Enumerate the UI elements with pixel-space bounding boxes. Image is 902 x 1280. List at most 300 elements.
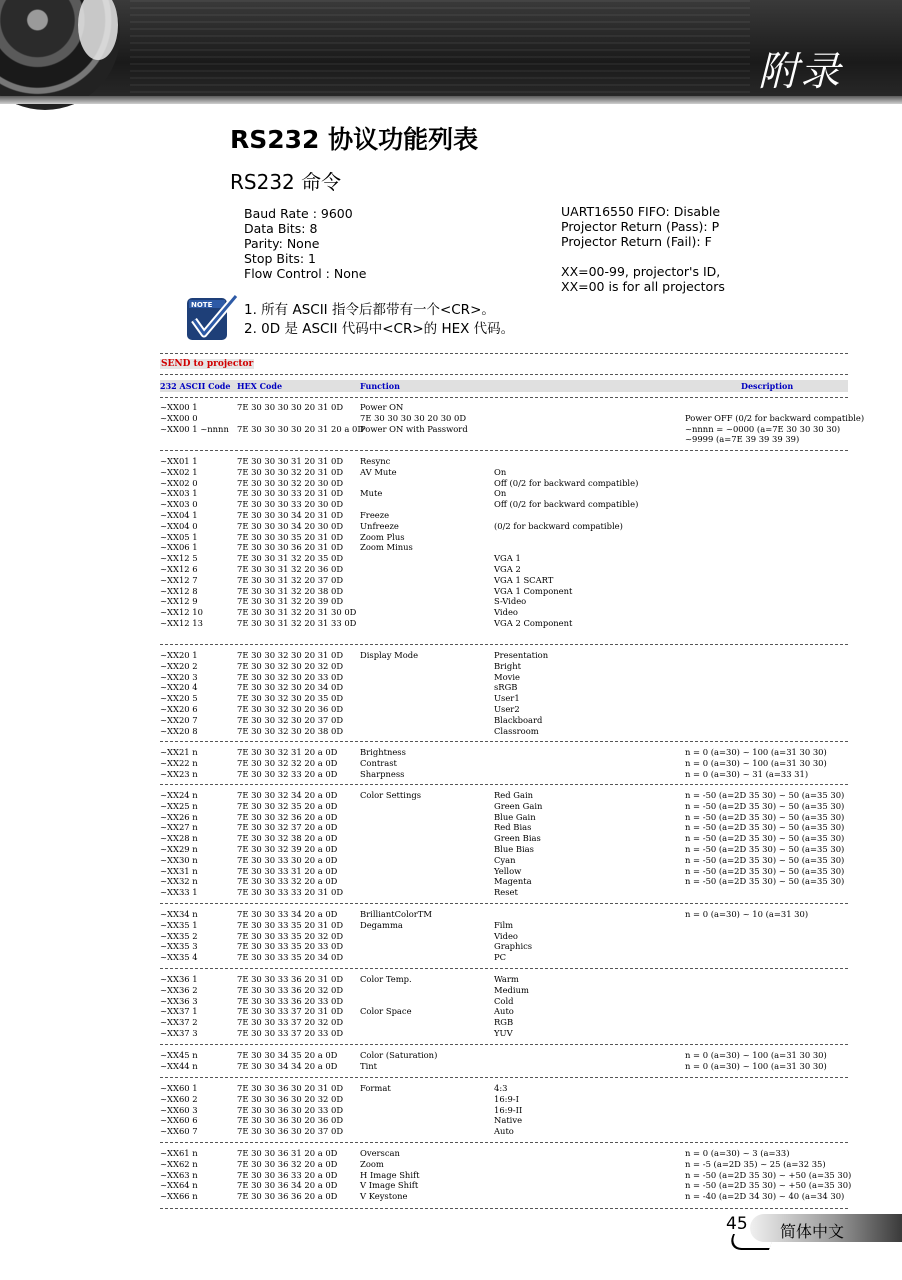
- cell-description: n = -50 (a=2D 35 30) ~ 50 (a=35 30): [685, 865, 845, 876]
- cell-hex-code: 7E 30 30 30 32 20 30 0D: [237, 477, 344, 488]
- column-header-description: Description: [741, 381, 794, 391]
- cell-hex-code: 7E 30 30 30 32 20 31 0D: [237, 466, 344, 477]
- section-title: 附录: [758, 49, 842, 95]
- cell-ascii-code: ~XX12 10: [160, 607, 203, 618]
- cell-description: n = -50 (a=2D 35 30) ~ 50 (a=35 30): [685, 844, 845, 854]
- table-row: [0, 586, 902, 597]
- cell-hex-code: 7E 30 30 32 30 20 31 0D: [237, 650, 344, 660]
- cell-ascii-code: ~XX44 n: [160, 1060, 198, 1071]
- cell-function: H Image Shift: [360, 1169, 420, 1180]
- cell-ascii-code: ~XX02 0: [160, 477, 198, 488]
- table-row: [0, 866, 902, 877]
- setting-line: XX=00 is for all projectors: [561, 279, 725, 294]
- table-row: [0, 822, 902, 833]
- cell-hex-code: 7E 30 30 36 30 20 36 0D: [237, 1115, 344, 1126]
- dashed-divider: [160, 968, 848, 969]
- table-row: [0, 413, 902, 424]
- cell-description: n = -50 (a=2D 35 30) ~ 50 (a=35 30): [685, 790, 845, 800]
- table-row: [0, 575, 902, 586]
- cell-hex-code: 7E 30 30 31 32 20 31 30 0D: [237, 607, 357, 618]
- note-icon-label: NOTE: [191, 301, 213, 309]
- cell-ascii-code: ~XX05 1: [160, 531, 198, 542]
- page-subtitle: RS232 命令: [230, 170, 342, 194]
- page-footer: [690, 1210, 902, 1246]
- cell-description: n = 0 (a=30) ~ 100 (a=31 30 30): [685, 1060, 827, 1071]
- cell-ascii-code: ~XX36 3: [160, 995, 198, 1006]
- table-row: [0, 1061, 902, 1072]
- cell-function: Unfreeze: [360, 520, 399, 531]
- cell-ascii-code: ~XX12 8: [160, 585, 198, 596]
- cell-hex-code: 7E 30 30 33 37 20 33 0D: [237, 1028, 344, 1038]
- table-row: [0, 1028, 902, 1039]
- cell-ascii-code: ~XX63 n: [160, 1169, 198, 1180]
- cell-function: Display Mode: [360, 650, 419, 660]
- table-row: [0, 1148, 902, 1159]
- cell-parameter: Classroom: [494, 725, 539, 736]
- cell-ascii-code: ~XX62 n: [160, 1158, 198, 1169]
- cell-ascii-code: ~XX00 0: [160, 412, 198, 423]
- cell-hex-code: 7E 30 30 33 37 20 31 0D: [237, 1006, 344, 1017]
- cell-parameter: Off (0/2 for backward compatible): [494, 499, 639, 510]
- cell-description: n = 0 (a=30) ~ 3 (a=33): [685, 1148, 790, 1158]
- table-row: [0, 931, 902, 942]
- cell-ascii-code: ~XX60 3: [160, 1104, 198, 1115]
- table-row: [0, 812, 902, 823]
- table-row: [0, 1126, 902, 1137]
- cell-ascii-code: ~XX60 2: [160, 1093, 198, 1104]
- cell-ascii-code: ~XX06 1: [160, 542, 198, 553]
- table-row: [0, 1115, 902, 1126]
- cell-function: Freeze: [360, 510, 390, 520]
- table-row: [0, 1191, 902, 1202]
- cell-ascii-code: ~XX20 7: [160, 714, 198, 725]
- footer-language: 简体中文: [780, 1222, 845, 1241]
- table-row: [0, 909, 902, 920]
- table-row: [0, 553, 902, 564]
- cell-ascii-code: ~XX35 3: [160, 941, 198, 952]
- cell-ascii-code: ~XX35 4: [160, 952, 198, 963]
- cell-description: ~9999 (a=7E 39 39 39 39): [685, 434, 800, 445]
- dashed-divider: [160, 784, 848, 785]
- serial-settings-right: [561, 204, 725, 294]
- setting-line: Parity: None: [244, 236, 320, 251]
- cell-hex-code: 7E 30 30 30 34 20 31 0D: [237, 510, 344, 520]
- table-row: [0, 682, 902, 693]
- cell-parameter: S-Video: [494, 596, 527, 607]
- cell-hex-code: 7E 30 30 32 37 20 a 0D: [237, 822, 338, 833]
- table-row: [0, 467, 902, 478]
- cell-hex-code: 7E 30 30 33 36 20 31 0D: [237, 974, 344, 984]
- cell-function: Degamma: [360, 919, 403, 930]
- cell-parameter: Blue Gain: [494, 811, 536, 822]
- cell-ascii-code: ~XX34 n: [160, 909, 198, 919]
- dashed-divider: [160, 397, 848, 398]
- note-line: 1. 所有 ASCII 指令后都带有一个<CR>。: [244, 302, 495, 318]
- table-row: [0, 672, 902, 683]
- table-row: [0, 650, 902, 661]
- cell-function: V Image Shift: [360, 1180, 419, 1191]
- cell-hex-code: 7E 30 30 30 30 20 31 20 a 0D: [237, 423, 365, 434]
- cell-hex-code: 7E 30 30 32 30 20 38 0D: [237, 725, 344, 736]
- cell-parameter: Cold: [494, 995, 514, 1006]
- dashed-divider: [160, 644, 848, 645]
- table-row: [0, 618, 902, 629]
- cell-description: n = -50 (a=2D 35 30) ~ 50 (a=35 30): [685, 833, 845, 844]
- dashed-divider: [160, 741, 848, 742]
- cell-ascii-code: ~XX35 2: [160, 930, 198, 941]
- cell-hex-code: 7E 30 30 34 34 20 a 0D: [237, 1060, 338, 1071]
- cell-parameter: On: [494, 488, 507, 499]
- cell-hex-code: 7E 30 30 32 36 20 a 0D: [237, 811, 338, 822]
- cell-function: 7E 30 30 30 30 20 30 0D: [360, 412, 467, 423]
- cell-function: Zoom: [360, 1158, 384, 1169]
- cell-ascii-code: ~XX20 6: [160, 704, 198, 714]
- note-text: [244, 301, 514, 339]
- table-row: [0, 510, 902, 521]
- table-row: [0, 1094, 902, 1105]
- cell-hex-code: 7E 30 30 33 36 20 33 0D: [237, 995, 344, 1006]
- cell-ascii-code: ~XX12 9: [160, 596, 198, 607]
- cell-parameter: Green Gain: [494, 800, 543, 811]
- table-row: [0, 434, 902, 445]
- cell-hex-code: 7E 30 30 32 30 20 32 0D: [237, 660, 344, 671]
- column-header-hex: HEX Code: [237, 381, 283, 391]
- dashed-divider: [160, 1142, 848, 1143]
- cell-parameter: On: [494, 466, 507, 477]
- cell-parameter: 4:3: [494, 1083, 508, 1093]
- cell-ascii-code: ~XX61 n: [160, 1148, 198, 1158]
- cell-parameter: Auto: [494, 1006, 514, 1017]
- cell-ascii-code: ~XX20 4: [160, 682, 198, 693]
- cell-hex-code: 7E 30 30 33 36 20 32 0D: [237, 984, 344, 995]
- cell-parameter: VGA 2 Component: [494, 618, 573, 628]
- cell-hex-code: 7E 30 30 36 30 20 33 0D: [237, 1104, 344, 1115]
- dashed-divider: [160, 1044, 848, 1045]
- cell-ascii-code: ~XX33 1: [160, 887, 198, 898]
- cell-parameter: Video: [494, 607, 518, 618]
- cell-ascii-code: ~XX45 n: [160, 1050, 198, 1060]
- cell-function: Overscan: [360, 1148, 400, 1158]
- cell-function: Mute: [360, 488, 383, 499]
- cell-hex-code: 7E 30 30 32 30 20 35 0D: [237, 693, 344, 704]
- cell-function: Color Temp.: [360, 974, 412, 984]
- cell-ascii-code: ~XX20 2: [160, 660, 198, 671]
- setting-line: Projector Return (Pass): P: [561, 219, 720, 234]
- cell-hex-code: 7E 30 30 33 35 20 33 0D: [237, 941, 344, 952]
- cell-hex-code: 7E 30 30 32 30 20 37 0D: [237, 714, 344, 725]
- cell-description: ~nnnn = ~0000 (a=7E 30 30 30 30): [685, 423, 841, 434]
- cell-function: Zoom Plus: [360, 531, 405, 542]
- cell-description: n = -5 (a=2D 35) ~ 25 (a=32 35): [685, 1158, 826, 1169]
- cell-parameter: User2: [494, 704, 520, 714]
- cell-function: BrilliantColorTM: [360, 909, 432, 919]
- cell-parameter: Red Bias: [494, 822, 532, 833]
- cell-parameter: Native: [494, 1115, 523, 1126]
- setting-line: UART16550 FIFO: Disable: [561, 204, 721, 219]
- cell-hex-code: 7E 30 30 33 34 20 a 0D: [237, 909, 338, 919]
- cell-function: V Keystone: [360, 1191, 408, 1202]
- cell-parameter: sRGB: [494, 682, 518, 693]
- cell-description: n = 0 (a=30) ~ 100 (a=31 30 30): [685, 1050, 827, 1060]
- table-row: [0, 855, 902, 866]
- cell-ascii-code: ~XX03 0: [160, 499, 198, 510]
- cell-hex-code: 7E 30 30 36 30 20 31 0D: [237, 1083, 344, 1093]
- cell-ascii-code: ~XX60 1: [160, 1083, 198, 1093]
- cell-ascii-code: ~XX35 1: [160, 919, 198, 930]
- cell-description: n = -50 (a=2D 35 30) ~ +50 (a=35 30): [685, 1169, 852, 1180]
- dashed-divider: [160, 1077, 848, 1078]
- cell-parameter: VGA 1: [494, 553, 521, 564]
- cell-hex-code: 7E 30 30 31 32 20 35 0D: [237, 553, 344, 564]
- cell-ascii-code: ~XX37 1: [160, 1006, 198, 1017]
- note-line: 2. 0D 是 ASCII 代码中<CR>的 HEX 代码。: [244, 321, 515, 337]
- table-row: [0, 974, 902, 985]
- setting-line: [561, 249, 725, 264]
- table-row: [0, 715, 902, 726]
- table-row: [0, 844, 902, 855]
- cell-hex-code: 7E 30 30 32 35 20 a 0D: [237, 800, 338, 811]
- cell-ascii-code: ~XX31 n: [160, 865, 198, 876]
- cell-hex-code: 7E 30 30 30 35 20 31 0D: [237, 531, 344, 542]
- cell-ascii-code: ~XX21 n: [160, 747, 198, 757]
- table-row: [0, 1105, 902, 1116]
- cell-function: Color Space: [360, 1006, 412, 1017]
- cell-ascii-code: ~XX64 n: [160, 1180, 198, 1191]
- cell-ascii-code: ~XX60 6: [160, 1115, 198, 1126]
- column-header-code: 232 ASCII Code: [160, 381, 231, 391]
- table-row: [0, 758, 902, 769]
- cell-ascii-code: ~XX12 6: [160, 564, 198, 574]
- cell-function: Color (Saturation): [360, 1050, 438, 1060]
- cell-description: n = 0 (a=30) ~ 10 (a=31 30): [685, 909, 809, 919]
- setting-line: XX=00-99, projector's ID,: [561, 264, 721, 279]
- cell-hex-code: 7E 30 30 30 30 20 31 0D: [237, 402, 344, 412]
- cell-parameter: VGA 1 SCART: [494, 574, 554, 585]
- setting-line: Projector Return (Fail): F: [561, 234, 712, 249]
- table-row: [0, 488, 902, 499]
- cell-parameter: 16:9-I: [494, 1093, 519, 1104]
- table-row: [0, 596, 902, 607]
- table-row: [0, 833, 902, 844]
- cell-parameter: YUV: [494, 1028, 513, 1038]
- cell-ascii-code: ~XX20 3: [160, 671, 198, 682]
- cell-parameter: Magenta: [494, 876, 532, 887]
- cell-hex-code: 7E 30 30 33 35 20 34 0D: [237, 952, 344, 963]
- cell-description: n = -50 (a=2D 35 30) ~ 50 (a=35 30): [685, 876, 845, 887]
- table-row: [0, 521, 902, 532]
- table-row: [0, 726, 902, 737]
- send-to-projector-label: SEND to projector: [161, 359, 254, 369]
- cell-parameter: Yellow: [494, 865, 522, 876]
- table-row: [0, 704, 902, 715]
- cell-function: Color Settings: [360, 790, 421, 800]
- cell-function: AV Mute: [360, 466, 397, 477]
- cell-ascii-code: ~XX60 7: [160, 1126, 198, 1137]
- cell-description: n = 0 (a=30) ~ 100 (a=31 30 30): [685, 757, 827, 768]
- table-row: [0, 532, 902, 543]
- cell-parameter: Cyan: [494, 854, 516, 865]
- cell-hex-code: 7E 30 30 36 33 20 a 0D: [237, 1169, 338, 1180]
- cell-description: n = -50 (a=2D 35 30) ~ 50 (a=35 30): [685, 811, 845, 822]
- table-row: [0, 1180, 902, 1191]
- cell-hex-code: 7E 30 30 33 35 20 32 0D: [237, 930, 344, 941]
- cell-parameter: Medium: [494, 984, 529, 995]
- table-row: [0, 693, 902, 704]
- cell-ascii-code: ~XX02 1: [160, 466, 198, 477]
- cell-parameter: Blue Bias: [494, 844, 534, 854]
- cell-function: Brightness: [360, 747, 406, 757]
- cell-description: n = -50 (a=2D 35 30) ~ 50 (a=35 30): [685, 800, 845, 811]
- cell-hex-code: 7E 30 30 32 30 20 33 0D: [237, 671, 344, 682]
- setting-line: Flow Control : None: [244, 266, 367, 281]
- cell-parameter: Red Gain: [494, 790, 534, 800]
- cell-description: n = 0 (a=30) ~ 100 (a=31 30 30): [685, 747, 827, 757]
- cell-hex-code: 7E 30 30 31 32 20 31 33 0D: [237, 618, 357, 628]
- cell-hex-code: 7E 30 30 34 35 20 a 0D: [237, 1050, 338, 1060]
- cell-ascii-code: ~XX23 n: [160, 768, 198, 779]
- cell-parameter: Bright: [494, 660, 521, 671]
- cell-hex-code: 7E 30 30 30 33 20 30 0D: [237, 499, 344, 510]
- note-checkmark-icon: [186, 292, 242, 346]
- cell-ascii-code: ~XX37 3: [160, 1028, 198, 1038]
- cell-function: Sharpness: [360, 768, 405, 779]
- cell-hex-code: 7E 30 30 33 33 20 31 0D: [237, 887, 344, 898]
- page-number: 45: [726, 1214, 748, 1234]
- cell-hex-code: 7E 30 30 32 33 20 a 0D: [237, 768, 338, 779]
- cell-ascii-code: ~XX29 n: [160, 844, 198, 854]
- cell-hex-code: 7E 30 30 31 32 20 36 0D: [237, 564, 344, 574]
- dashed-divider: [160, 903, 848, 904]
- cell-hex-code: 7E 30 30 32 34 20 a 0D: [237, 790, 338, 800]
- table-row: [0, 941, 902, 952]
- cell-hex-code: 7E 30 30 32 39 20 a 0D: [237, 844, 338, 854]
- cell-parameter: Green Bias: [494, 833, 541, 844]
- table-row: [0, 876, 902, 887]
- cell-ascii-code: ~XX12 7: [160, 574, 198, 585]
- serial-settings-left: [244, 206, 366, 281]
- cell-ascii-code: ~XX12 13: [160, 618, 203, 628]
- cell-ascii-code: ~XX66 n: [160, 1191, 198, 1202]
- cell-hex-code: 7E 30 30 36 32 20 a 0D: [237, 1158, 338, 1169]
- cell-parameter: (0/2 for backward compatible): [494, 520, 623, 531]
- cell-ascii-code: ~XX04 1: [160, 510, 198, 520]
- cell-hex-code: 7E 30 30 30 33 20 31 0D: [237, 488, 344, 499]
- cell-ascii-code: ~XX36 2: [160, 984, 198, 995]
- dashed-divider: [160, 1208, 848, 1209]
- cell-description: n = -50 (a=2D 35 30) ~ +50 (a=35 30): [685, 1180, 852, 1191]
- cell-ascii-code: ~XX03 1: [160, 488, 198, 499]
- table-row: [0, 769, 902, 780]
- table-row: [0, 985, 902, 996]
- header-stripes: [130, 0, 750, 96]
- cell-parameter: Blackboard: [494, 714, 543, 725]
- cell-hex-code: 7E 30 30 31 32 20 39 0D: [237, 596, 344, 607]
- cell-ascii-code: ~XX04 0: [160, 520, 198, 531]
- table-row: [0, 478, 902, 489]
- cell-ascii-code: ~XX36 1: [160, 974, 198, 984]
- cell-function: Contrast: [360, 757, 397, 768]
- cell-parameter: Presentation: [494, 650, 549, 660]
- cell-ascii-code: ~XX00 1 ~nnnn: [160, 423, 229, 434]
- table-row: [0, 920, 902, 931]
- cell-description: Power OFF (0/2 for backward compatible): [685, 412, 865, 423]
- table-row: [0, 402, 902, 413]
- cell-parameter: Auto: [494, 1126, 514, 1137]
- cell-ascii-code: ~XX26 n: [160, 811, 198, 822]
- cell-ascii-code: ~XX24 n: [160, 790, 198, 800]
- cell-parameter: Graphics: [494, 941, 533, 952]
- cell-function: Resync: [360, 456, 391, 466]
- cell-hex-code: 7E 30 30 33 31 20 a 0D: [237, 865, 338, 876]
- cell-ascii-code: ~XX28 n: [160, 833, 198, 844]
- cell-function: Tint: [360, 1060, 378, 1071]
- cell-function: Power ON: [360, 402, 404, 412]
- cell-ascii-code: ~XX12 5: [160, 553, 198, 564]
- cell-parameter: 16:9-II: [494, 1104, 523, 1115]
- table-row: [0, 1006, 902, 1017]
- table-row: [0, 952, 902, 963]
- table-row: [0, 1159, 902, 1170]
- cell-ascii-code: ~XX32 n: [160, 876, 198, 887]
- cell-hex-code: 7E 30 30 30 36 20 31 0D: [237, 542, 344, 553]
- cell-hex-code: 7E 30 30 36 30 20 37 0D: [237, 1126, 344, 1137]
- cell-description: n = -50 (a=2D 35 30) ~ 50 (a=35 30): [685, 822, 845, 833]
- cell-ascii-code: ~XX20 8: [160, 725, 198, 736]
- cell-ascii-code: ~XX25 n: [160, 800, 198, 811]
- footer-curve: [727, 1234, 775, 1250]
- cell-hex-code: 7E 30 30 30 34 20 30 0D: [237, 520, 344, 531]
- cell-hex-code: 7E 30 30 32 32 20 a 0D: [237, 757, 338, 768]
- cell-parameter: Warm: [494, 974, 519, 984]
- cell-function: Zoom Minus: [360, 542, 413, 553]
- table-row: [0, 542, 902, 553]
- cell-ascii-code: ~XX00 1: [160, 402, 198, 412]
- table-row: [0, 499, 902, 510]
- cell-parameter: Off (0/2 for backward compatible): [494, 477, 639, 488]
- cell-description: n = -50 (a=2D 35 30) ~ 50 (a=35 30): [685, 854, 845, 865]
- cell-parameter: Movie: [494, 671, 520, 682]
- cell-parameter: Reset: [494, 887, 518, 898]
- cell-hex-code: 7E 30 30 33 37 20 32 0D: [237, 1017, 344, 1028]
- cell-ascii-code: ~XX30 n: [160, 854, 198, 865]
- table-row: [0, 1017, 902, 1028]
- dashed-divider: [160, 374, 848, 375]
- cell-ascii-code: ~XX27 n: [160, 822, 198, 833]
- dashed-divider: [160, 353, 848, 354]
- cell-hex-code: 7E 30 30 32 31 20 a 0D: [237, 747, 338, 757]
- cell-hex-code: 7E 30 30 33 35 20 31 0D: [237, 919, 344, 930]
- table-row: [0, 424, 902, 435]
- header-band: [0, 0, 902, 104]
- cell-ascii-code: ~XX01 1: [160, 456, 198, 466]
- setting-line: Data Bits: 8: [244, 221, 318, 236]
- table-row: [0, 747, 902, 758]
- cell-hex-code: 7E 30 30 33 30 20 a 0D: [237, 854, 338, 865]
- cell-parameter: VGA 1 Component: [494, 585, 573, 596]
- cell-hex-code: 7E 30 30 31 32 20 38 0D: [237, 585, 344, 596]
- cell-description: n = 0 (a=30) ~ 31 (a=33 31): [685, 768, 809, 779]
- cell-hex-code: 7E 30 30 33 32 20 a 0D: [237, 876, 338, 887]
- table-row: [0, 1083, 902, 1094]
- cell-ascii-code: ~XX20 1: [160, 650, 198, 660]
- cell-parameter: Film: [494, 919, 514, 930]
- cell-hex-code: 7E 30 30 36 34 20 a 0D: [237, 1180, 338, 1191]
- cell-description: n = -40 (a=2D 34 30) ~ 40 (a=34 30): [685, 1191, 845, 1202]
- dashed-divider: [160, 450, 848, 451]
- table-row: [0, 661, 902, 672]
- column-header-function: Function: [360, 381, 400, 391]
- cell-parameter: VGA 2: [494, 564, 521, 574]
